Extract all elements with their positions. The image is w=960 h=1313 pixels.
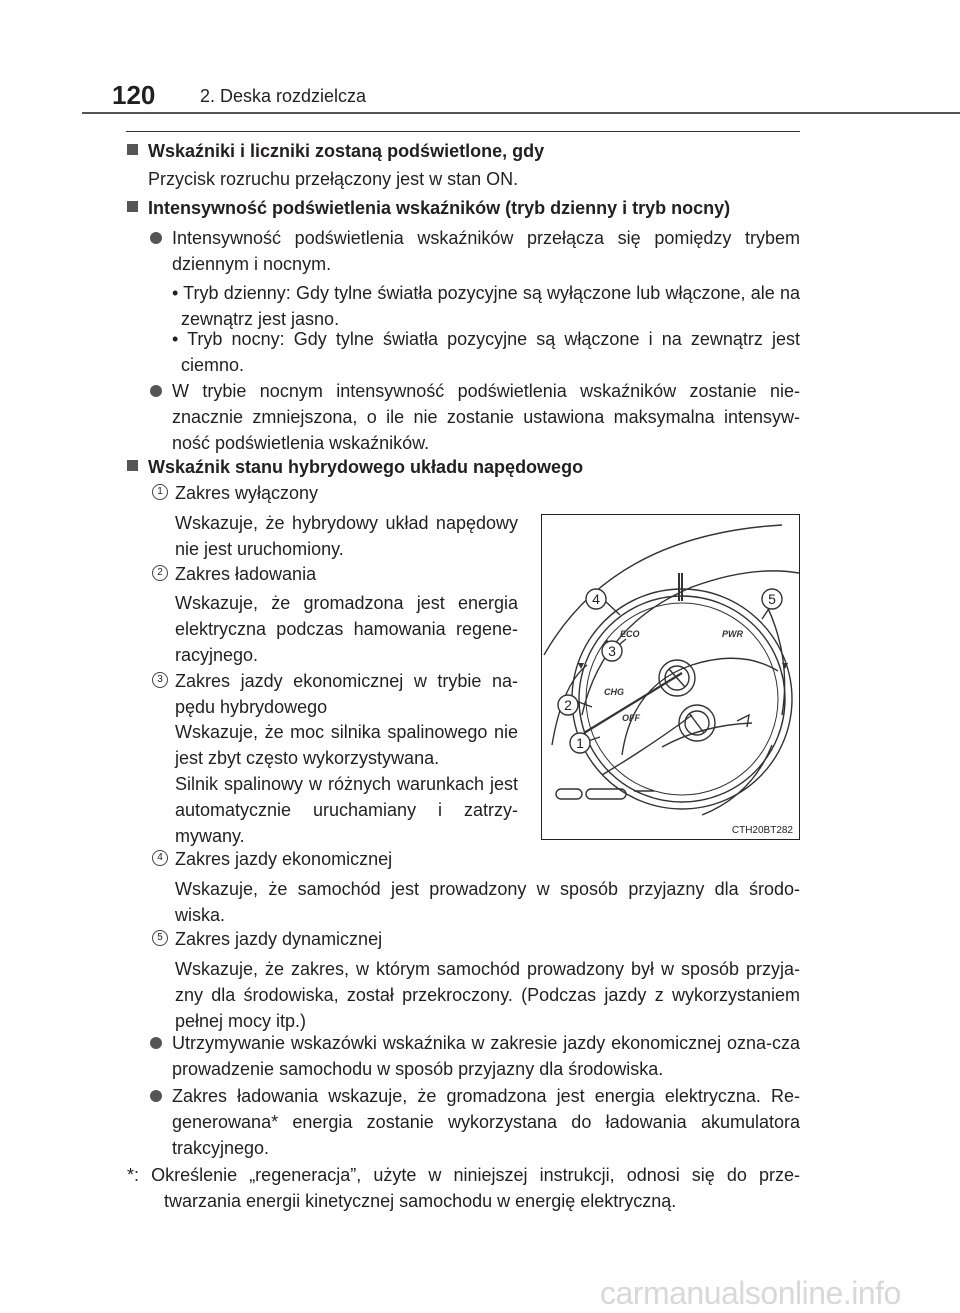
section-2-bullet-1: Intensywność podświetlenia wskaźników przełącza się pomiędzy trybem dziennym i nocnym. [172,228,800,274]
section-1-text: Przycisk rozruchu przełączony jest w stan ON. [148,169,519,189]
item-3-desc-2: Silnik spalinowy w różnych warunkach jest automatycznie uruchamiany i zatrzy-mywany. [175,774,518,846]
eco-label: ECO [620,629,640,639]
section-square-icon [127,460,138,471]
page-number: 120 [112,80,156,110]
bullet-dot-icon [150,1037,162,1049]
item-number-badge: 5 [152,930,168,946]
header-divider [82,112,960,114]
pwr-label: PWR [722,629,743,639]
chapter-title: 2. Deska rozdzielcza [200,86,367,106]
item-3-title: Zakres jazdy ekonomicznej w trybie na-pędu hybrydowego [175,671,518,717]
hybrid-indicator-figure [541,514,800,840]
section-2-sub-2: • Tryb nocny: Gdy tylne światła pozycyjne są włączone i na zewnątrz jest ciemno. [172,329,800,375]
section-3-bullet-2: Zakres ładowania wskazuje, że gromadzona jest energia elektryczna. Re-generowana* energia zostanie wykorzystana do ładowania akumulatora trakcyjnego. [172,1086,800,1158]
item-4-title: Zakres jazdy ekonomicznej [175,849,393,869]
item-1-title: Zakres wyłączony [175,483,319,503]
item-number-badge: 4 [152,850,168,866]
footnote: *: Określenie „regeneracja”, użyte w niniejszej instrukcji, odnosi się do prze-twarzania energii kinetycznej samochodu w energię elektryczną. [127,1165,800,1211]
callout-3: 3 [608,643,616,659]
off-label: OFF [622,713,640,723]
item-number-badge: 2 [152,565,168,581]
section-square-icon [127,144,138,155]
item-3-desc: Wskazuje, że moc silnika spalinowego nie jest zbyt często wykorzystywana. [175,722,518,768]
figure-caption: CTH20BT282 [731,825,793,836]
callout-5: 5 [768,591,776,607]
section-2-title: Intensywność podświetlenia wskaźników (tryb dzienny i tryb nocny) [148,198,731,218]
section-square-icon [127,201,138,212]
bullet-dot-icon [150,1090,162,1102]
chg-label: CHG [604,687,624,697]
item-5-title: Zakres jazdy dynamicznej [175,929,383,949]
item-2-title: Zakres ładowania [175,564,317,584]
section-2-sub-1: • Tryb dzienny: Gdy tylne światła pozycyjne są wyłączone lub włączone, ale na zewnątrz jest jasno. [172,283,800,329]
callout-4: 4 [592,591,600,607]
bullet-dot-icon [150,232,162,244]
item-1-desc: Wskazuje, że hybrydowy układ napędowy nie jest uruchomiony. [175,513,518,559]
item-2-desc: Wskazuje, że gromadzona jest energia elektryczna podczas hamowania regene-racyjnego. [175,593,518,665]
section-2-bullet-2: W trybie nocnym intensywność podświetlenia wskaźników zostanie nie-znacznie zmniejszona, o ile nie zostanie ustawiona maksymalna intensyw-ność podświetlenia wskaźników. [172,381,800,453]
callout-2: 2 [564,697,572,713]
item-number-badge: 3 [152,672,168,688]
callout-1: 1 [576,735,584,751]
section-3-title: Wskaźnik stanu hybrydowego układu napędowego [148,457,584,477]
bullet-dot-icon [150,385,162,397]
section-1-title: Wskaźniki i liczniki zostaną podświetlone, gdy [148,141,545,161]
item-5-desc: Wskazuje, że zakres, w którym samochód prowadzony był w sposób przyja-zny dla środowiska, został przekroczony. (Podczas jazdy z wykorzystaniem pełnej mocy itp.) [175,959,800,1031]
section-divider [126,131,800,132]
watermark: carmanualsonline.info [600,1275,901,1311]
hybrid-gauge-illustration [542,515,799,839]
item-4-desc: Wskazuje, że samochód jest prowadzony w sposób przyjazny dla środo-wiska. [175,879,800,925]
section-3-bullet-1: Utrzymywanie wskazówki wskaźnika w zakresie jazdy ekonomicznej ozna-cza prowadzenie samochodu w sposób przyjazny dla środowiska. [172,1033,800,1079]
item-number-badge: 1 [152,484,168,500]
